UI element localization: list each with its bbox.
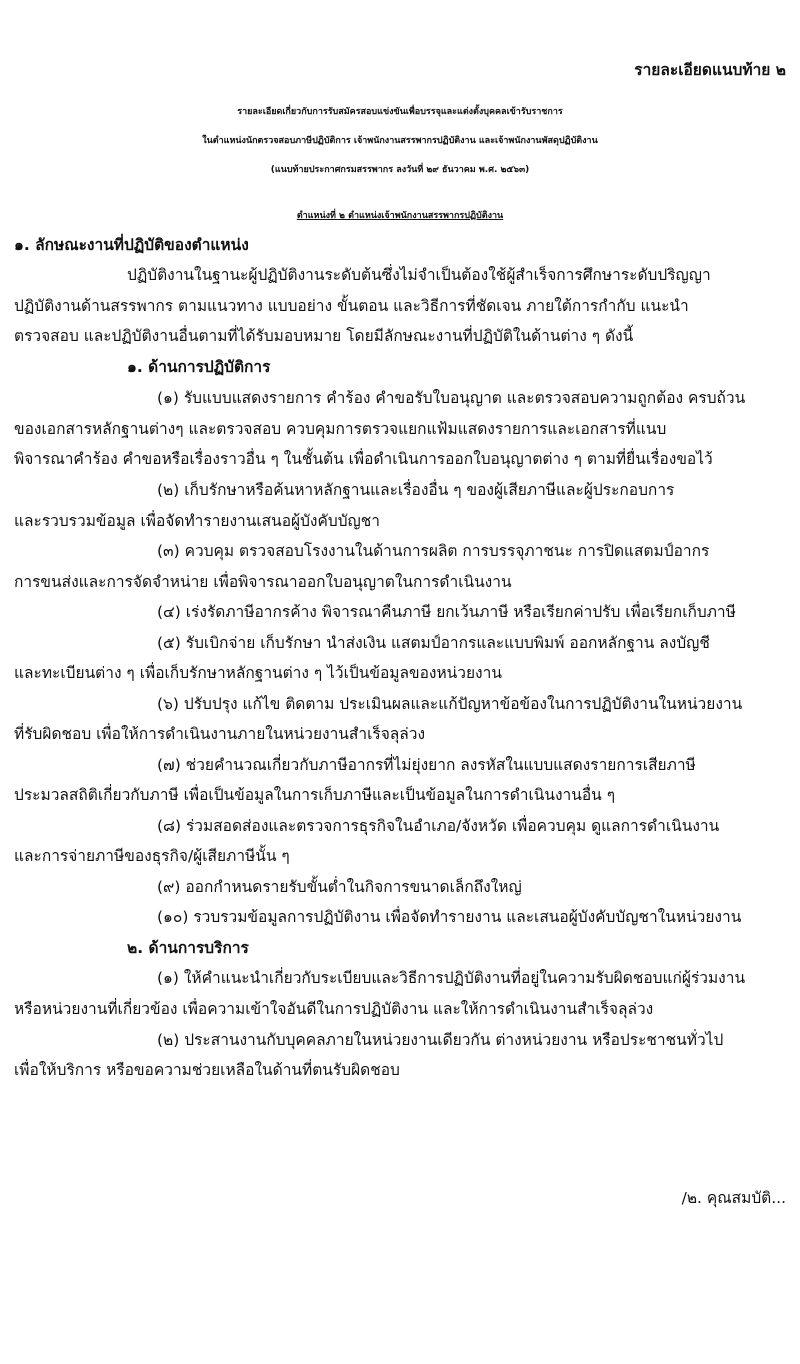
subsection-heading-operations: ๑. ด้านการปฏิบัติการ <box>127 358 271 376</box>
intro-line: ตรวจสอบ และปฏิบัติงานอื่นตามที่ได้รับมอบหมาย โดยมีลักษณะงานที่ปฏิบัติในด้านต่าง ๆ ดังนี้ <box>14 327 634 345</box>
list-item-line: (๒) ประสานงานกับบุคคลภายในหน่วยงานเดียวกัน ต่างหน่วยงาน หรือประชาชนทั่วไป <box>157 1031 724 1049</box>
list-item-line: และทะเบียนต่าง ๆ เพื่อเก็บรักษาหลักฐานต่าง ๆ ไว้เป็นข้อมูลของหน่วยงาน <box>14 664 502 682</box>
list-item-line: (๗) ช่วยคำนวณเกี่ยวกับภาษีอากรที่ไม่ยุ่งยาก ลงรหัสในแบบแสดงรายการเสียภาษี <box>157 756 696 774</box>
list-item-line: (๖) ปรับปรุง แก้ไข ติดตาม ประเมินผลและแก้ปัญหาข้อข้องในการปฏิบัติงานในหน่วยงาน <box>157 695 743 713</box>
intro-line: ปฏิบัติงานด้านสรรพากร ตามแนวทาง แบบอย่าง ขั้นตอน และวิธีการที่ชัดเจน ภายใต้การกำกับ แนะนำ <box>14 297 689 315</box>
intro-line: ปฏิบัติงานในฐานะผู้ปฏิบัติงานระดับต้นซึ่งไม่จำเป็นต้องใช้ผู้สำเร็จการศึกษาระดับปริญญา <box>127 266 711 284</box>
title-line-1: รายละเอียดเกี่ยวกับการรับสมัครสอบแข่งขันเพื่อบรรจุและแต่งตั้งบุคคลเข้ารับราชการ <box>237 107 563 117</box>
list-item-line: (๕) รับเบิกจ่าย เก็บรักษา นำส่งเงิน แสตมป์อากรและแบบพิมพ์ ออกหลักฐาน ลงบัญชี <box>157 634 710 652</box>
list-item-line: (๑) รับแบบแสดงรายการ คำร้อง คำขอรับใบอนุญาต และตรวจสอบความถูกต้อง ครบถ้วน <box>157 389 746 407</box>
list-item-line: การขนส่งและการจัดจำหน่าย เพื่อพิจารณาออกใบอนุญาตในการดำเนินงาน <box>14 573 512 591</box>
list-item-line: ประมวลสถิติเกี่ยวกับภาษี เพื่อเป็นข้อมูลในการเก็บภาษีและเป็นข้อมูลในการดำเนินงานอื่น ๆ <box>14 786 616 804</box>
section-heading: ๑. ลักษณะงานที่ปฏิบัติของตำแหน่ง <box>14 236 249 254</box>
list-item-line: พิจารณาคำร้อง คำขอหรือเรื่องราวอื่น ๆ ในชั้นต้น เพื่อดำเนินการออกใบอนุญาตต่าง ๆ ตามที่ยื่นเรื่องขอไว้ <box>14 450 713 468</box>
list-item-line: (๘) ร่วมสอดส่องและตรวจการธุรกิจในอำเภอ/จังหวัด เพื่อควบคุม ดูแลการดำเนินงาน <box>157 817 720 835</box>
list-item-line: (๒) เก็บรักษาหรือค้นหาหลักฐานและเรื่องอื่น ๆ ของผู้เสียภาษีและผู้ประกอบการ <box>157 481 675 499</box>
title-line-2: ในตำแหน่งนักตรวจสอบภาษีปฏิบัติการ เจ้าพนักงานสรรพากรปฏิบัติงาน และเจ้าพนักงานพัสดุปฏิบัติงาน <box>202 136 598 146</box>
list-item-line: (๓) ควบคุม ตรวจสอบโรงงานในด้านการผลิต การบรรจุภาชนะ การปิดแสตมป์อากร <box>157 542 710 560</box>
position-heading: ตำแหน่งที่ ๒ ตำแหน่งเจ้าพนักงานสรรพากรปฏิบัติงาน <box>296 211 504 221</box>
attachment-label: รายละเอียดแนบท้าย ๒ <box>634 61 786 79</box>
list-item-line: หรือหน่วยงานที่เกี่ยวข้อง เพื่อความเข้าใจอันดีในการปฏิบัติงาน และให้การดำเนินงานสำเร็จลุล่วง <box>14 1000 654 1018</box>
list-item-line: ที่รับผิดชอบ เพื่อให้การดำเนินงานภายในหน่วยงานสำเร็จลุล่วง <box>14 725 426 743</box>
list-item-line: และรวบรวมข้อมูล เพื่อจัดทำรายงานเสนอผู้บังคับบัญชา <box>14 512 380 530</box>
list-item-line: ของเอกสารหลักฐานต่างๆ และตรวจสอบ ควบคุมการตรวจแยกแฟ้มแสดงรายการและเอกสารที่แนบ <box>14 420 667 438</box>
list-item-line: (๔) เร่งรัดภาษีอากรค้าง พิจารณาคืนภาษี ยกเว้นภาษี หรือเรียกค่าปรับ เพื่อเรียกเก็บภาษี <box>157 603 736 621</box>
list-item-line: (๙) ออกกำหนดรายรับขั้นต่ำในกิจการขนาดเล็กถึงใหญ่ <box>157 878 522 896</box>
list-item-line: (๑๐) รวบรวมข้อมูลการปฏิบัติงาน เพื่อจัดทำรายงาน และเสนอผู้บังคับบัญชาในหน่วยงาน <box>157 908 742 926</box>
list-item-line: และการจ่ายภาษีของธุรกิจ/ผู้เสียภาษีนั้น ๆ <box>14 847 290 865</box>
list-item-line: (๑) ให้คำแนะนำเกี่ยวกับระเบียบและวิธีการปฏิบัติงานที่อยู่ในความรับผิดชอบแก่ผู้ร่วมงาน <box>157 969 746 987</box>
subsection-heading-services: ๒. ด้านการบริการ <box>127 939 249 957</box>
continuation-note: /๒. คุณสมบัติ... <box>681 1189 786 1207</box>
list-item-line: เพื่อให้บริการ หรือขอความช่วยเหลือในด้านที่ตนรับผิดชอบ <box>14 1061 400 1079</box>
title-line-3: (แนบท้ายประกาศกรมสรรพากร ลงวันที่ ๒๙ ธันวาคม พ.ศ. ๒๕๖๓) <box>270 165 530 175</box>
